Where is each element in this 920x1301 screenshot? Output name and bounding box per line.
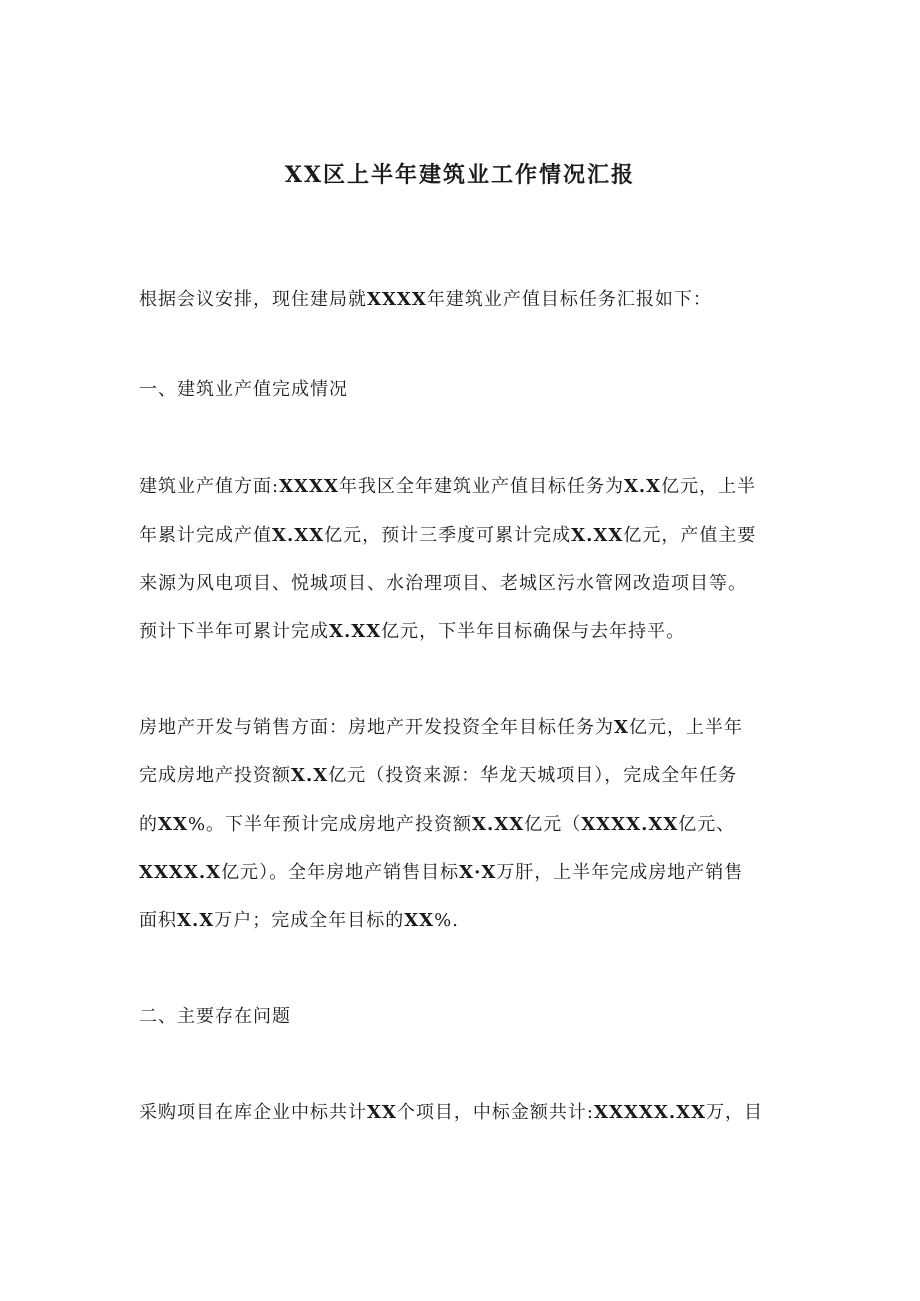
- paragraph-1-line-3: 来源为风电项目、悦城项目、水治理项目、老城区污水管网改造项目等。: [139, 573, 747, 594]
- paragraph-1-line-1: 建筑业产值方面:XXXX年我区全年建筑业产值目标任务为X.X亿元，上半: [139, 476, 757, 497]
- paragraph-1-line-2: 年累计完成产值X.XX亿元，预计三季度可累计完成X.XX亿元，产值主要: [139, 525, 757, 546]
- section-heading-2: 二、主要存在问题: [139, 1006, 291, 1027]
- placeholder-value: X.XX: [329, 621, 382, 642]
- document-title: XX区上半年建筑业工作情况汇报: [284, 162, 636, 188]
- placeholder-value: X.XX: [571, 525, 624, 546]
- paragraph-2-line-4: XXXX.X亿元）。全年房地产销售目标X·X万肝，上半年完成房地产销售: [139, 862, 744, 883]
- placeholder-value: XXXX.XX: [581, 814, 679, 835]
- paragraph-1-line-4: 预计下半年可累计完成X.XX亿元，下半年目标确保与去年持平。: [139, 621, 686, 642]
- paragraph-2-line-5: 面积X.X万户；完成全年目标的XX%.: [139, 910, 459, 931]
- paragraph-2-line-3: 的XX%。下半年预计完成房地产投资额X.XX亿元（XXXX.XX亿元、: [139, 814, 736, 835]
- placeholder-value: X.XX: [472, 814, 525, 835]
- paragraph-3-line-1: 采购项目在库企业中标共计XX个项目，中标金额共计:XXXXX.XX万，目: [139, 1102, 764, 1123]
- placeholder-value: XX: [158, 814, 188, 835]
- placeholder-value: X.X: [623, 476, 662, 497]
- placeholder-value: X·X: [459, 862, 497, 883]
- paragraph-2-line-2: 完成房地产投资额X.X亿元（投资来源：华龙天城项目），完成全年任务: [139, 765, 738, 786]
- paragraph-2-line-1: 房地产开发与销售方面：房地产开发投资全年目标任务为X亿元，上半年: [139, 717, 743, 738]
- placeholder-value: X.XX: [272, 525, 325, 546]
- placeholder-value: XXXXX.XX: [594, 1102, 707, 1123]
- section-heading-1: 一、建筑业产值完成情况: [139, 379, 348, 400]
- intro-paragraph: 根据会议安排，现住建局就XXXX年建筑业产值目标任务汇报如下：: [139, 289, 712, 310]
- placeholder-value: XX: [367, 1102, 397, 1123]
- placeholder-value: X.X: [291, 765, 329, 786]
- placeholder-value: X: [614, 717, 629, 738]
- placeholder-value: XXXX.X: [139, 862, 222, 883]
- placeholder-value: XXXX: [279, 476, 339, 497]
- placeholder-value: XXXX: [367, 289, 427, 310]
- placeholder-value: XX: [404, 910, 435, 931]
- placeholder-value: X.X: [177, 910, 215, 931]
